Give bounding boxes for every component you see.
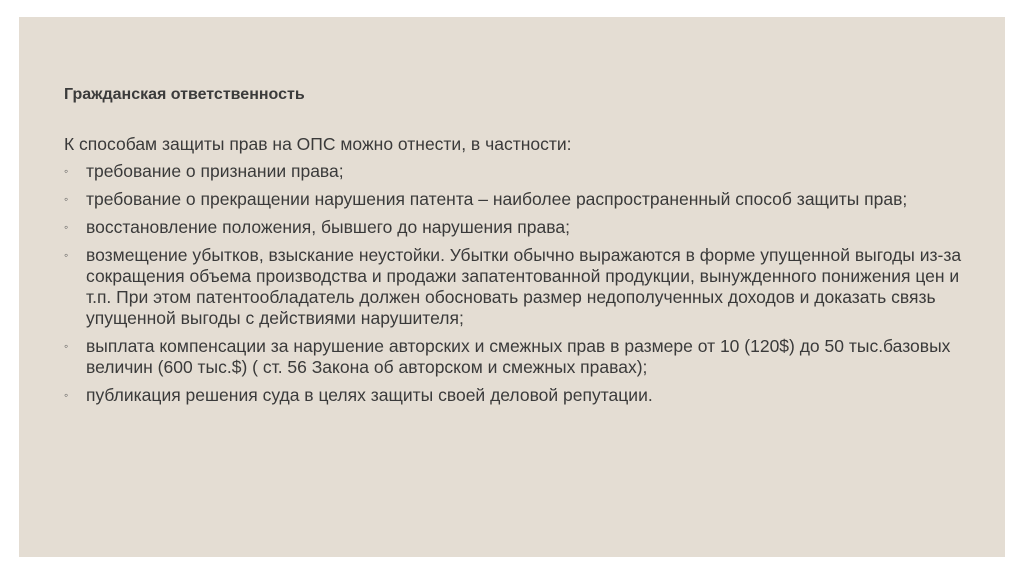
list-item-text: требование о признании права; [86, 161, 344, 181]
list-item [64, 217, 964, 238]
list-item-text: восстановление положения, бывшего до нарушения права; [86, 217, 570, 237]
bullet-circle-icon: ◦ [64, 164, 69, 178]
list-item-text: выплата компенсации за нарушение авторских и смежных прав в размере от 10 (120$) до 50 тыс.базовых величин (600 тыс.$) ( ст. 56 Закона об авторском и смежных правах); [86, 336, 951, 377]
intro-text: К способам защиты прав на ОПС можно отнести, в частности: [64, 134, 572, 154]
bullet-circle-icon: ◦ [64, 192, 69, 206]
list-item [64, 161, 964, 182]
list-item-text: требование о прекращении нарушения патента – наиболее распространенный способ защиты прав; [86, 189, 908, 209]
bullet-list [64, 161, 964, 406]
slide-title: Гражданская ответственность [64, 86, 305, 103]
list-item-text: публикация решения суда в целях защиты своей деловой репутации. [86, 385, 653, 405]
bullet-circle-icon: ◦ [64, 339, 69, 353]
list-item [64, 245, 964, 329]
list-item [64, 385, 964, 406]
list-item-text: возмещение убытков, взыскание неустойки. Убытки обычно выражаются в форме упущенной выгоды из-за сокращения объема производства и продажи запатентованной продукции, вынужденного понижения цен и т.п. При этом патентообладатель должен обосновать размер недополученных доходов и доказать связь упущенной выгоды с действиями нарушителя; [86, 245, 962, 328]
slide [19, 17, 1005, 557]
bullet-circle-icon: ◦ [64, 248, 69, 262]
bullet-circle-icon: ◦ [64, 220, 69, 234]
slide-content [64, 134, 964, 413]
bullet-circle-icon: ◦ [64, 388, 69, 402]
list-item [64, 189, 964, 210]
list-item [64, 336, 964, 378]
